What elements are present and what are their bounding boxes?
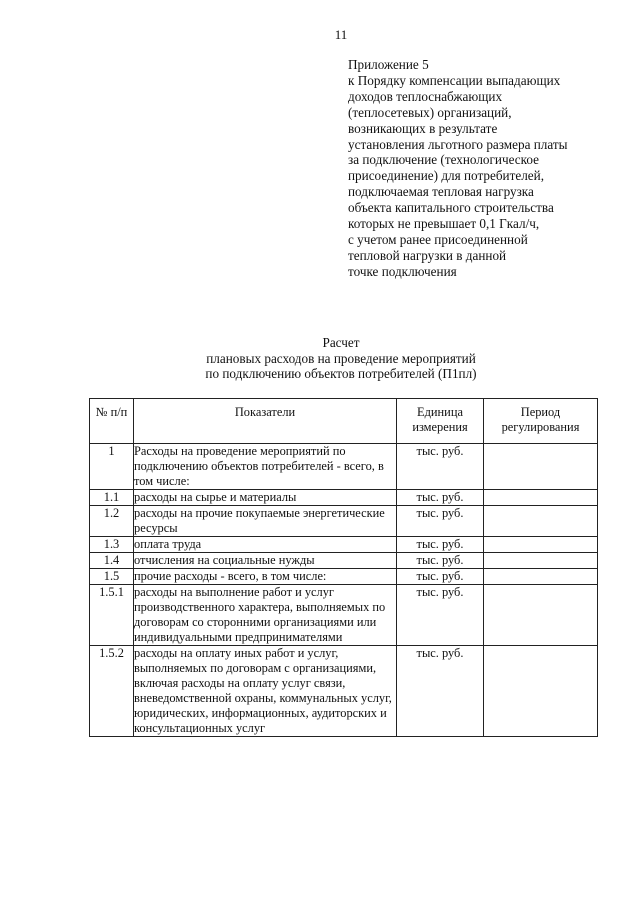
header-period-line: регулирования bbox=[501, 420, 580, 434]
row-number: 1.5.1 bbox=[90, 585, 134, 646]
row-number: 1 bbox=[90, 444, 134, 490]
document-title bbox=[0, 335, 640, 382]
table-row bbox=[90, 553, 598, 569]
appendix-line: подключаемая тепловая нагрузка bbox=[348, 184, 534, 200]
row-unit: тыс. руб. bbox=[397, 490, 484, 506]
row-unit: тыс. руб. bbox=[397, 569, 484, 585]
row-period-value bbox=[484, 585, 598, 646]
header-name: Показатели bbox=[134, 399, 397, 444]
table-header-row bbox=[90, 399, 598, 444]
indicators-table bbox=[89, 398, 598, 737]
row-number: 1.2 bbox=[90, 506, 134, 537]
row-unit: тыс. руб. bbox=[397, 646, 484, 737]
page-number: 11 bbox=[334, 27, 348, 42]
row-number: 1.5.2 bbox=[90, 646, 134, 737]
appendix-line: присоединение) для потребителей, bbox=[348, 168, 545, 184]
table-row bbox=[90, 444, 598, 490]
row-unit: тыс. руб. bbox=[397, 444, 484, 490]
table-row bbox=[90, 537, 598, 553]
row-indicator: расходы на прочие покупаемые энергетические ресурсы bbox=[134, 506, 397, 537]
title-line: по подключению объектов потребителей (П1пл) bbox=[205, 366, 477, 381]
row-unit: тыс. руб. bbox=[397, 553, 484, 569]
table-row bbox=[90, 585, 598, 646]
row-indicator: расходы на сырье и материалы bbox=[134, 490, 397, 506]
appendix-note bbox=[348, 57, 608, 280]
appendix-line: установления льготного размера платы bbox=[348, 136, 568, 152]
row-number: 1.4 bbox=[90, 553, 134, 569]
title-line: Расчет bbox=[322, 335, 360, 350]
appendix-line: Приложение 5 bbox=[348, 57, 429, 72]
appendix-line: к Порядку компенсации выпадающих bbox=[348, 72, 561, 88]
header-period-line: Период bbox=[520, 405, 561, 419]
row-unit: тыс. руб. bbox=[397, 537, 484, 553]
row-period-value bbox=[484, 506, 598, 537]
header-unit-line: измерения bbox=[412, 420, 468, 434]
row-number: 1.1 bbox=[90, 490, 134, 506]
row-unit: тыс. руб. bbox=[397, 585, 484, 646]
row-period-value bbox=[484, 537, 598, 553]
row-unit: тыс. руб. bbox=[397, 506, 484, 537]
row-indicator: расходы на оплату иных работ и услуг, выполняемых по договорам с организациями, включая расходы на оплату услуг связи, вневедомственной охраны, коммунальных услуг, юридических, информационных, аудиторских и консультационных услуг bbox=[134, 646, 397, 737]
appendix-line: (теплосетевых) организаций, bbox=[348, 104, 512, 120]
table-row bbox=[90, 646, 598, 737]
title-line: плановых расходов на проведение мероприятий bbox=[206, 350, 476, 366]
row-indicator: расходы на выполнение работ и услуг производственного характера, выполняемых по договорам со сторонними организациями или индивидуальными предпринимателями bbox=[134, 585, 397, 646]
appendix-line: возникающих в результате bbox=[348, 120, 498, 136]
row-indicator: оплата труда bbox=[134, 537, 397, 553]
row-number: 1.5 bbox=[90, 569, 134, 585]
row-indicator: Расходы на проведение мероприятий по подключению объектов потребителей - всего, в том числе: bbox=[134, 444, 397, 490]
header-unit bbox=[397, 399, 484, 444]
appendix-line: доходов теплоснабжающих bbox=[348, 88, 503, 104]
row-indicator: прочие расходы - всего, в том числе: bbox=[134, 569, 397, 585]
appendix-line: которых не превышает 0,1 Гкал/ч, bbox=[348, 216, 540, 232]
header-num: № п/п bbox=[90, 399, 134, 444]
table-row bbox=[90, 506, 598, 537]
row-period-value bbox=[484, 646, 598, 737]
appendix-line: объекта капитального строительства bbox=[348, 200, 554, 216]
row-period-value bbox=[484, 569, 598, 585]
row-period-value bbox=[484, 444, 598, 490]
row-number: 1.3 bbox=[90, 537, 134, 553]
appendix-line: тепловой нагрузки в данной bbox=[348, 247, 507, 263]
row-indicator: отчисления на социальные нужды bbox=[134, 553, 397, 569]
header-unit-line: Единица bbox=[417, 405, 463, 419]
row-period-value bbox=[484, 490, 598, 506]
appendix-line: за подключение (технологическое bbox=[348, 152, 539, 168]
appendix-line: с учетом ранее присоединенной bbox=[348, 231, 528, 247]
table-row bbox=[90, 490, 598, 506]
header-period bbox=[484, 399, 598, 444]
table-row bbox=[90, 569, 598, 585]
row-period-value bbox=[484, 553, 598, 569]
appendix-line: точке подключения bbox=[348, 263, 457, 279]
